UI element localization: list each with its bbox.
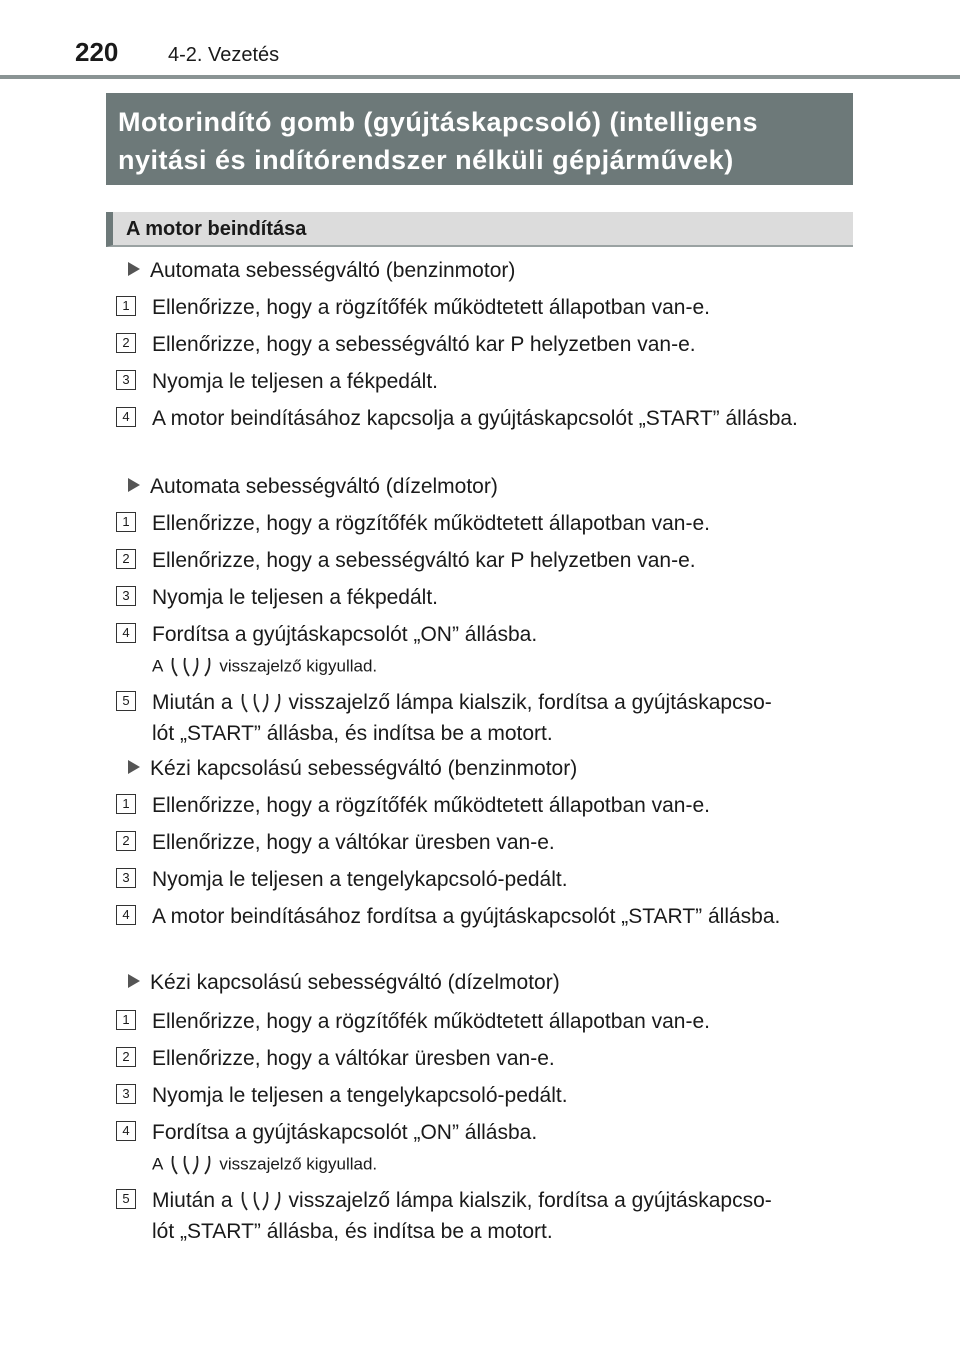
step-number: 1 — [116, 1010, 136, 1030]
section-breadcrumb: 4-2. Vezetés — [168, 44, 280, 66]
step-number: 1 — [116, 296, 136, 316]
step-number: 5 — [116, 1189, 136, 1209]
step — [116, 619, 853, 650]
step-text: Miután a visszajelző lámpa kialszik, fordítsa a gyújtáskapcso- lót „START” állásba, és indítsa be a motort. — [152, 691, 772, 745]
triangle-bullet-icon — [128, 760, 140, 774]
step-text: Miután a visszajelző lámpa kialszik, fordítsa a gyújtáskapcso- lót „START” állásba, és indítsa be a motort. — [152, 1189, 772, 1243]
step-text: Ellenőrizze, hogy a sebességváltó kar P helyzetben van-e. — [152, 549, 696, 572]
step-number: 2 — [116, 831, 136, 851]
step-text: Ellenőrizze, hogy a váltókar üresben van-e. — [152, 1047, 555, 1070]
step-number: 3 — [116, 370, 136, 390]
note: A visszajelző kigyullad. — [152, 654, 377, 680]
step-text: Ellenőrizze, hogy a rögzítőfék működtetett állapotban van-e. — [152, 794, 710, 817]
step-text: Ellenőrizze, hogy a rögzítőfék működtetett állapotban van-e. — [152, 296, 710, 319]
glow-plug-indicator-icon — [169, 1152, 213, 1178]
step-number: 4 — [116, 905, 136, 925]
step-number: 2 — [116, 333, 136, 353]
glow-plug-indicator-icon — [239, 690, 283, 716]
step-text: Nyomja le teljesen a fékpedált. — [152, 586, 438, 609]
step — [116, 901, 853, 932]
step-number: 4 — [116, 623, 136, 643]
step — [116, 545, 853, 576]
step — [116, 1185, 853, 1247]
step-text: Nyomja le teljesen a fékpedált. — [152, 370, 438, 393]
step — [116, 329, 853, 360]
section-heading: Kézi kapcsolású sebességváltó (benzinmotor) — [128, 754, 577, 784]
step-number: 1 — [116, 512, 136, 532]
step-number: 2 — [116, 1047, 136, 1067]
step — [116, 687, 853, 749]
step — [116, 403, 853, 434]
step — [116, 508, 853, 539]
step — [116, 366, 853, 397]
step-number: 3 — [116, 1084, 136, 1104]
step-text: Ellenőrizze, hogy a rögzítőfék működtetett állapotban van-e. — [152, 1010, 710, 1033]
step-text: A motor beindításához fordítsa a gyújtáskapcsolót „START” állásba. — [152, 905, 781, 928]
glow-plug-indicator-icon — [239, 1188, 283, 1214]
section-heading: Automata sebességváltó (dízelmotor) — [128, 472, 498, 502]
page-number: 220 — [75, 37, 119, 67]
glow-plug-indicator-icon — [169, 654, 213, 680]
step-text: A motor beindításához kapcsolja a gyújtáskapcsolót „START” állásba. — [152, 407, 798, 430]
step — [116, 864, 853, 895]
step — [116, 827, 853, 858]
section-subheading-label: A motor beindítása — [126, 218, 307, 240]
page-title-line-1: Motorindító gomb (gyújtáskapcsoló) (intelligens — [118, 107, 759, 137]
triangle-bullet-icon — [128, 478, 140, 492]
step-number: 5 — [116, 691, 136, 711]
step-number: 3 — [116, 868, 136, 888]
triangle-bullet-icon — [128, 974, 140, 988]
step — [116, 1006, 853, 1037]
section-heading: Kézi kapcsolású sebességváltó (dízelmotor) — [128, 968, 560, 998]
step-text: Ellenőrizze, hogy a sebességváltó kar P helyzetben van-e. — [152, 333, 696, 356]
step-number: 1 — [116, 794, 136, 814]
step-text: Ellenőrizze, hogy a rögzítőfék működtetett állapotban van-e. — [152, 512, 710, 535]
step — [116, 1043, 853, 1074]
step-text: Nyomja le teljesen a tengelykapcsoló-pedált. — [152, 868, 568, 891]
step — [116, 790, 853, 821]
step-text: Fordítsa a gyújtáskapcsolót „ON” állásba. — [152, 1121, 538, 1144]
triangle-bullet-icon — [128, 262, 140, 276]
page-title-line-2: nyitási és indítórendszer nélküli gépjárművek) — [118, 145, 734, 175]
step-number: 4 — [116, 407, 136, 427]
note: A visszajelző kigyullad. — [152, 1152, 377, 1178]
step — [116, 292, 853, 323]
step — [116, 1080, 853, 1111]
step — [116, 582, 853, 613]
step-text: Nyomja le teljesen a tengelykapcsoló-pedált. — [152, 1084, 568, 1107]
step-text: Fordítsa a gyújtáskapcsolót „ON” állásba. — [152, 623, 538, 646]
step-number: 4 — [116, 1121, 136, 1141]
step-number: 3 — [116, 586, 136, 606]
section-heading: Automata sebességváltó (benzinmotor) — [128, 256, 515, 286]
step-text: Ellenőrizze, hogy a váltókar üresben van-e. — [152, 831, 555, 854]
step-number: 2 — [116, 549, 136, 569]
step — [116, 1117, 853, 1148]
